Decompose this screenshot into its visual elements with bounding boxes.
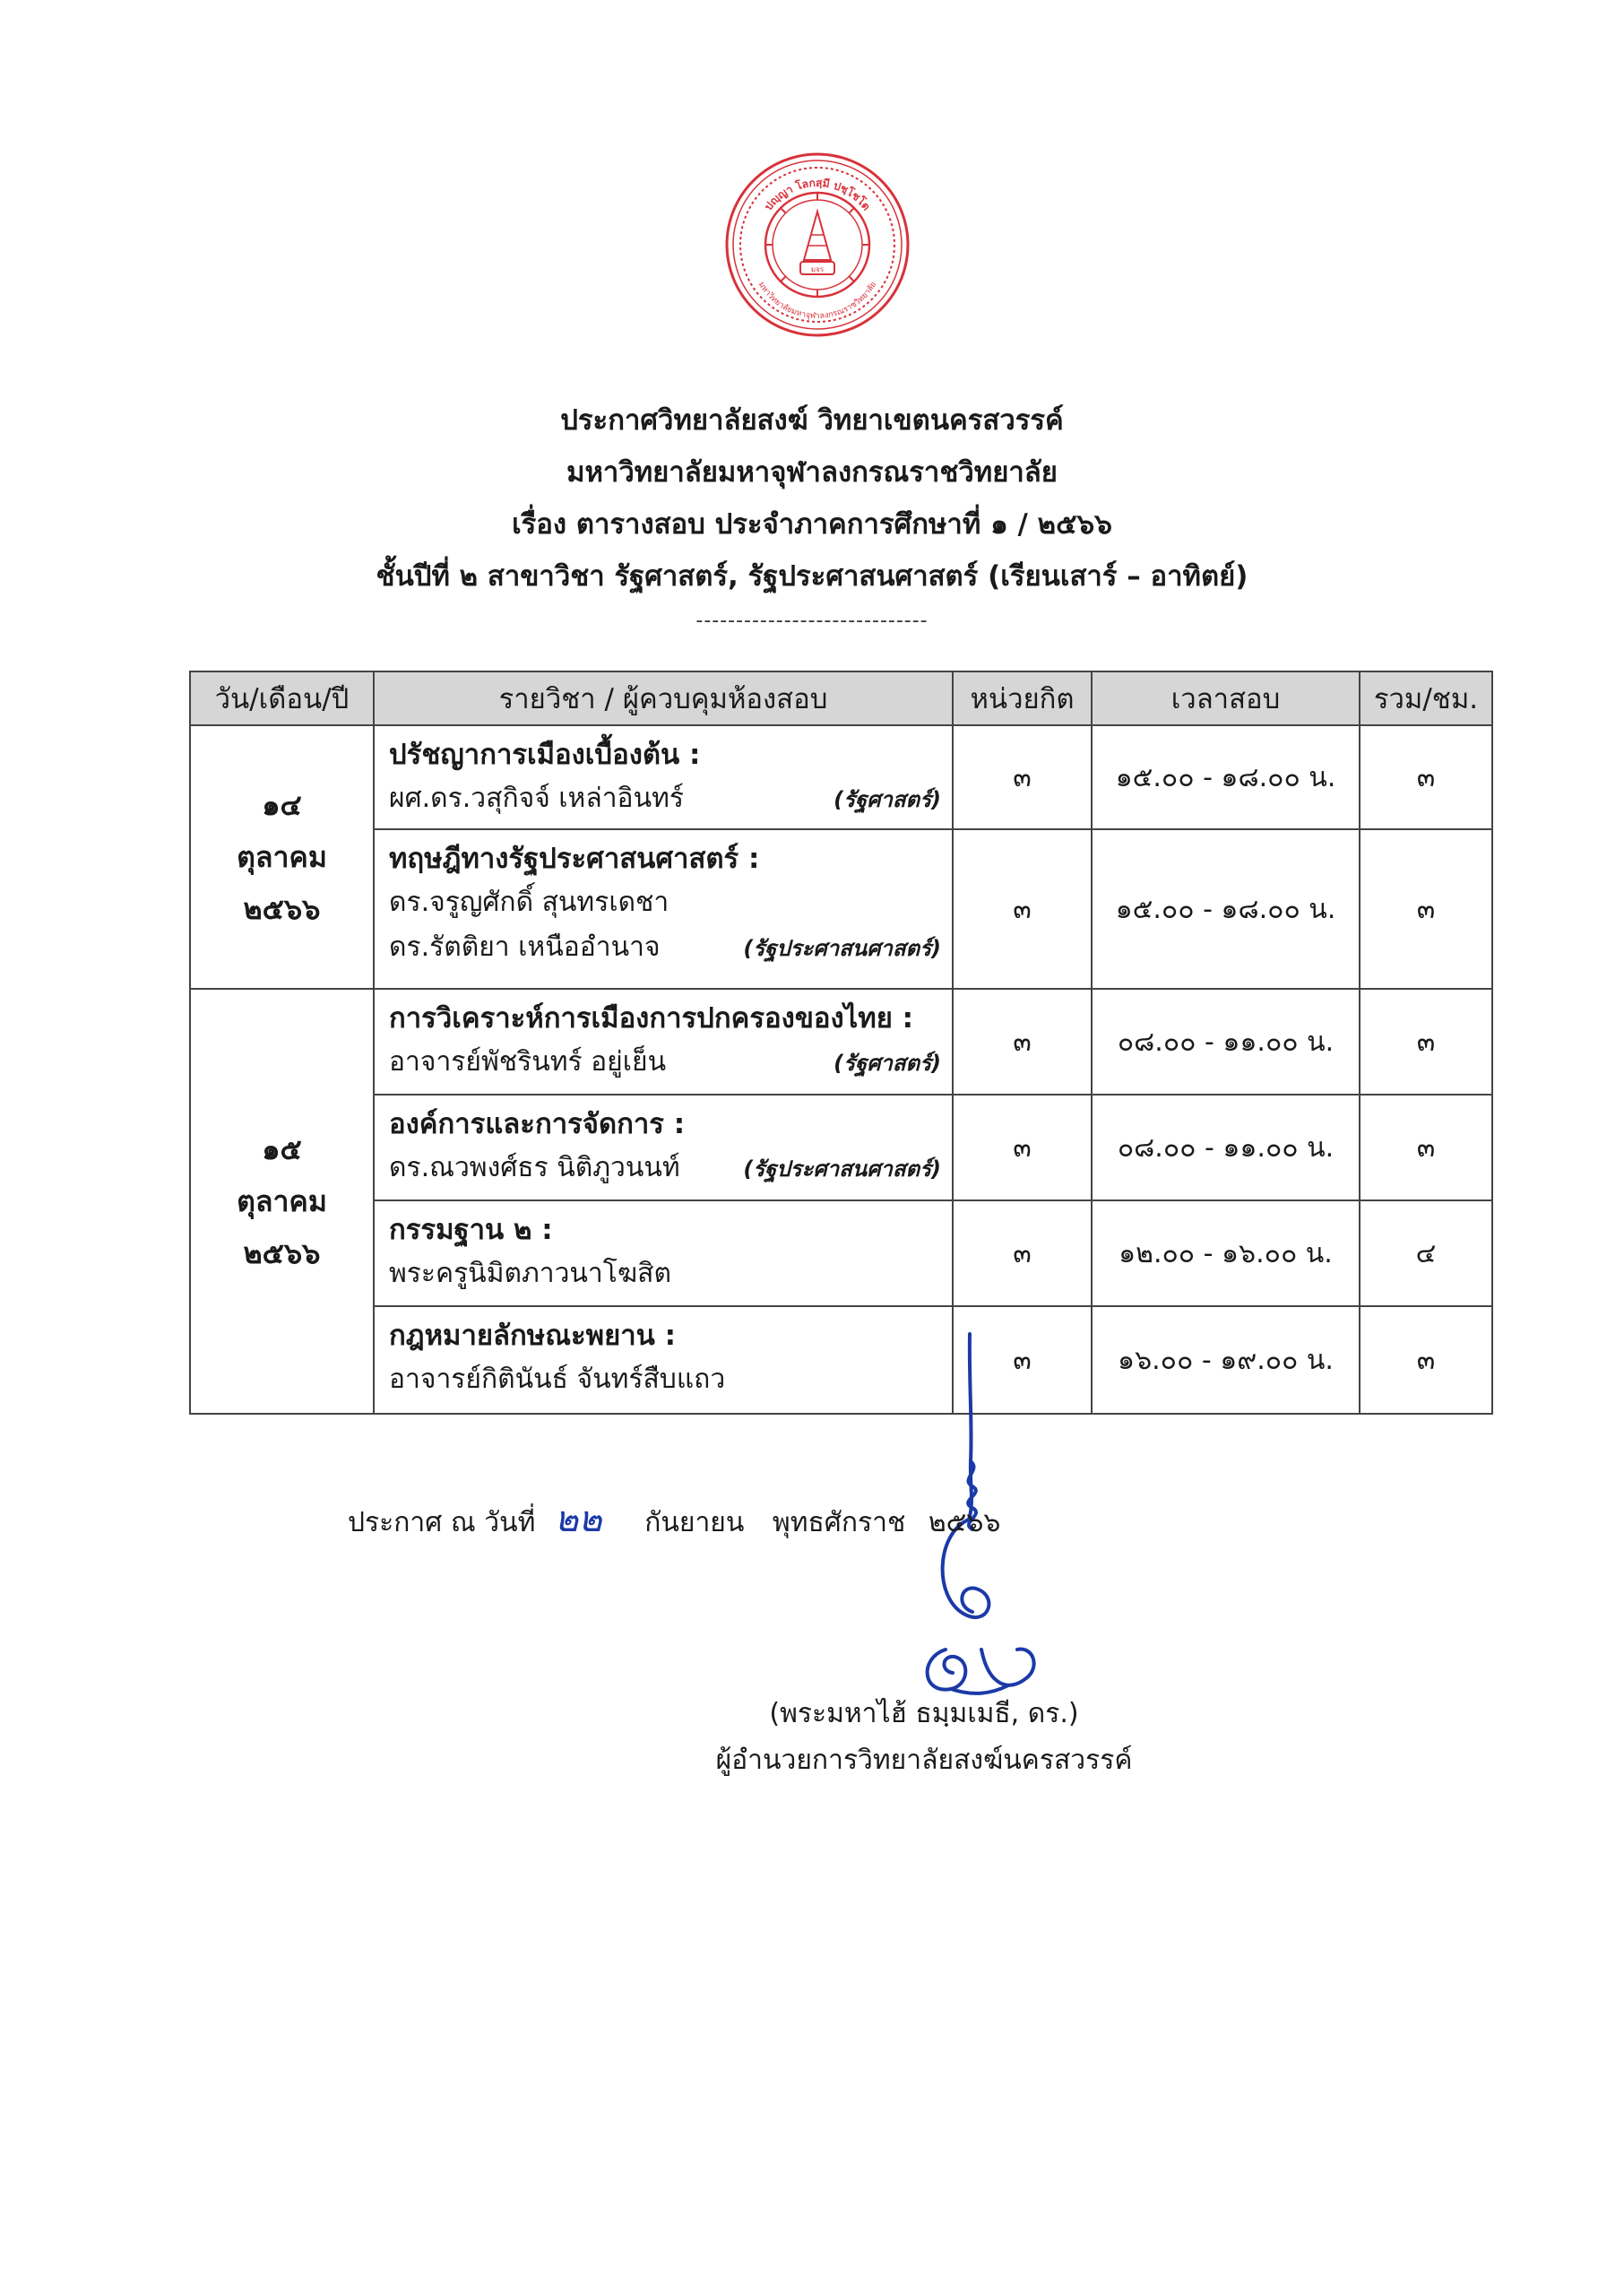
table-row <box>190 725 1492 829</box>
total-hours-cell: ๓ <box>1360 1095 1492 1200</box>
table-header-row <box>190 671 1492 725</box>
credits-cell: ๓ <box>953 829 1092 989</box>
table-row <box>190 1306 1492 1414</box>
subject-title: การวิเคราะห์การเมืองการปกครองของไทย : <box>389 1002 914 1035</box>
exam-time-cell: ๑๒.๐๐ - ๑๖.๐๐ น. <box>1092 1200 1360 1306</box>
instructor-branch: (รัฐศาสตร์) <box>834 787 941 812</box>
exam-time-cell: ๐๘.๐๐ - ๑๑.๐๐ น. <box>1092 989 1360 1095</box>
announce-month: กันยายน <box>644 1507 745 1538</box>
total-hours-cell: ๔ <box>1360 1200 1492 1306</box>
subject-title: ปรัชญาการเมืองเบื้องต้น : <box>389 739 701 771</box>
announce-prefix: ประกาศ ณ วันที่ <box>348 1507 536 1538</box>
announcement-date-line <box>348 1490 1000 1547</box>
instructor-name: ดร.จรูญศักดิ์ สุนทรเดชา <box>389 887 669 918</box>
instructor-name: พระครูนิมิตภาวนาโฆสิต <box>389 1258 671 1289</box>
total-hours-cell: ๓ <box>1360 829 1492 989</box>
exam-time-cell: ๐๘.๐๐ - ๑๑.๐๐ น. <box>1092 1095 1360 1200</box>
instructor-name: อาจารย์พัชรินทร์ อยู่เย็น <box>389 1046 667 1078</box>
instructor-branch: (รัฐศาสตร์) <box>834 1051 941 1076</box>
subject-cell <box>374 829 953 989</box>
instructor-line <box>389 1040 941 1086</box>
svg-text:มจร: มจร <box>810 265 825 273</box>
date-day: ๑๔ <box>262 788 302 822</box>
header-divider: ----------------------------- <box>695 610 929 632</box>
date-day: ๑๕ <box>262 1132 302 1166</box>
total-hours-cell: ๓ <box>1360 1306 1492 1414</box>
column-header-date: วัน/เดือน/ปี <box>190 671 374 725</box>
date-month: ตุลาคม <box>237 1184 327 1218</box>
instructor-branch: (รัฐประศาสนศาสตร์) <box>743 936 941 961</box>
header-line-subject: เรื่อง ตารางสอบ ประจำภาคการศึกษาที่ ๑ / ๒๕๖๖ <box>512 508 1112 541</box>
table-row <box>190 829 1492 989</box>
instructor-branch: (รัฐประศาสนศาสตร์) <box>743 1156 941 1182</box>
date-year: ๒๕๖๖ <box>243 1236 321 1270</box>
column-header-credits: หน่วยกิต <box>953 671 1092 725</box>
instructor-name: ดร.ณวพงศ์ธร นิติภูวนนท์ <box>389 1152 680 1183</box>
column-header-exam-time: เวลาสอบ <box>1092 671 1360 725</box>
svg-text:มหาวิทยาลัยมหาจุฬาลงกรณราชวิทย: มหาวิทยาลัยมหาจุฬาลงกรณราชวิทยาลัย <box>756 280 879 322</box>
header-line-program: ชั้นปีที่ ๒ สาขาวิชา รัฐศาสตร์, รัฐประศาสนศาสตร์ (เรียนเสาร์ – อาทิตย์) <box>376 560 1248 593</box>
svg-text:ปญฺญา โลกสฺมี ปชฺโชโต: ปญฺญา โลกสฺมี ปชฺโชโต <box>762 176 873 213</box>
instructor-line <box>389 880 941 925</box>
header-line-college: ประกาศวิทยาลัยสงฆ์ วิทยาเขตนครสวรรค์ <box>560 404 1064 437</box>
instructor-name: อาจารย์กิตินันธ์ จันทร์สืบแถว <box>389 1364 726 1395</box>
instructor-line <box>389 925 941 971</box>
subject-cell <box>374 1095 953 1200</box>
table-row <box>190 989 1492 1095</box>
exam-time-cell: ๑๖.๐๐ - ๑๙.๐๐ น. <box>1092 1306 1360 1414</box>
instructor-line <box>389 1357 941 1402</box>
subject-cell <box>374 989 953 1095</box>
total-hours-cell: ๓ <box>1360 725 1492 829</box>
credits-cell: ๓ <box>953 1200 1092 1306</box>
header-line-university: มหาวิทยาลัยมหาจุฬาลงกรณราชวิทยาลัย <box>566 456 1058 489</box>
announce-year: ๒๕๖๖ <box>928 1507 1001 1538</box>
credits-cell: ๓ <box>953 1306 1092 1414</box>
credits-cell: ๓ <box>953 1095 1092 1200</box>
instructor-line <box>389 1146 941 1191</box>
column-header-total-hours: รวม/ชม. <box>1360 671 1492 725</box>
subject-cell <box>374 1200 953 1306</box>
credits-cell: ๓ <box>953 725 1092 829</box>
date-month: ตุลาคม <box>237 840 327 874</box>
subject-title: กรรมฐาน ๒ : <box>389 1214 553 1246</box>
university-seal-logo <box>725 152 910 337</box>
handwritten-day: ๒๒ <box>554 1499 602 1540</box>
date-year: ๒๕๖๖ <box>243 892 321 926</box>
total-hours-cell: ๓ <box>1360 989 1492 1095</box>
exam-schedule-table <box>189 671 1493 1415</box>
announcement-header <box>0 394 1624 635</box>
credits-cell: ๓ <box>953 989 1092 1095</box>
subject-cell <box>374 1306 953 1414</box>
signer-name: (พระมหาไฮ้ ธมฺมเมธี, ดร.) <box>769 1698 1079 1729</box>
table-row <box>190 1095 1492 1200</box>
instructor-line <box>389 1251 941 1296</box>
instructor-name: ผศ.ดร.วสุกิจจ์ เหล่าอินทร์ <box>389 783 684 814</box>
table-row <box>190 1200 1492 1306</box>
date-cell <box>190 725 374 989</box>
subject-cell <box>374 725 953 829</box>
subject-title: องค์การและการจัดการ : <box>389 1108 686 1140</box>
announce-era-label: พุทธศักราช <box>772 1507 906 1538</box>
exam-time-cell: ๑๕.๐๐ - ๑๘.๐๐ น. <box>1092 829 1360 989</box>
subject-title: ทฤษฎีทางรัฐประศาสนศาสตร์ : <box>389 843 760 875</box>
date-cell <box>190 989 374 1414</box>
subject-title: กฎหมายลักษณะพยาน : <box>389 1320 677 1352</box>
instructor-line <box>389 776 941 822</box>
exam-time-cell: ๑๕.๐๐ - ๑๘.๐๐ น. <box>1092 725 1360 829</box>
signer-title: ผู้อำนวยการวิทยาลัยสงฆ์นครสวรรค์ <box>715 1745 1133 1776</box>
instructor-name: ดร.รัตติยา เหนืออำนาจ <box>389 931 661 963</box>
column-header-subject: รายวิชา / ผู้ควบคุมห้องสอบ <box>374 671 953 725</box>
